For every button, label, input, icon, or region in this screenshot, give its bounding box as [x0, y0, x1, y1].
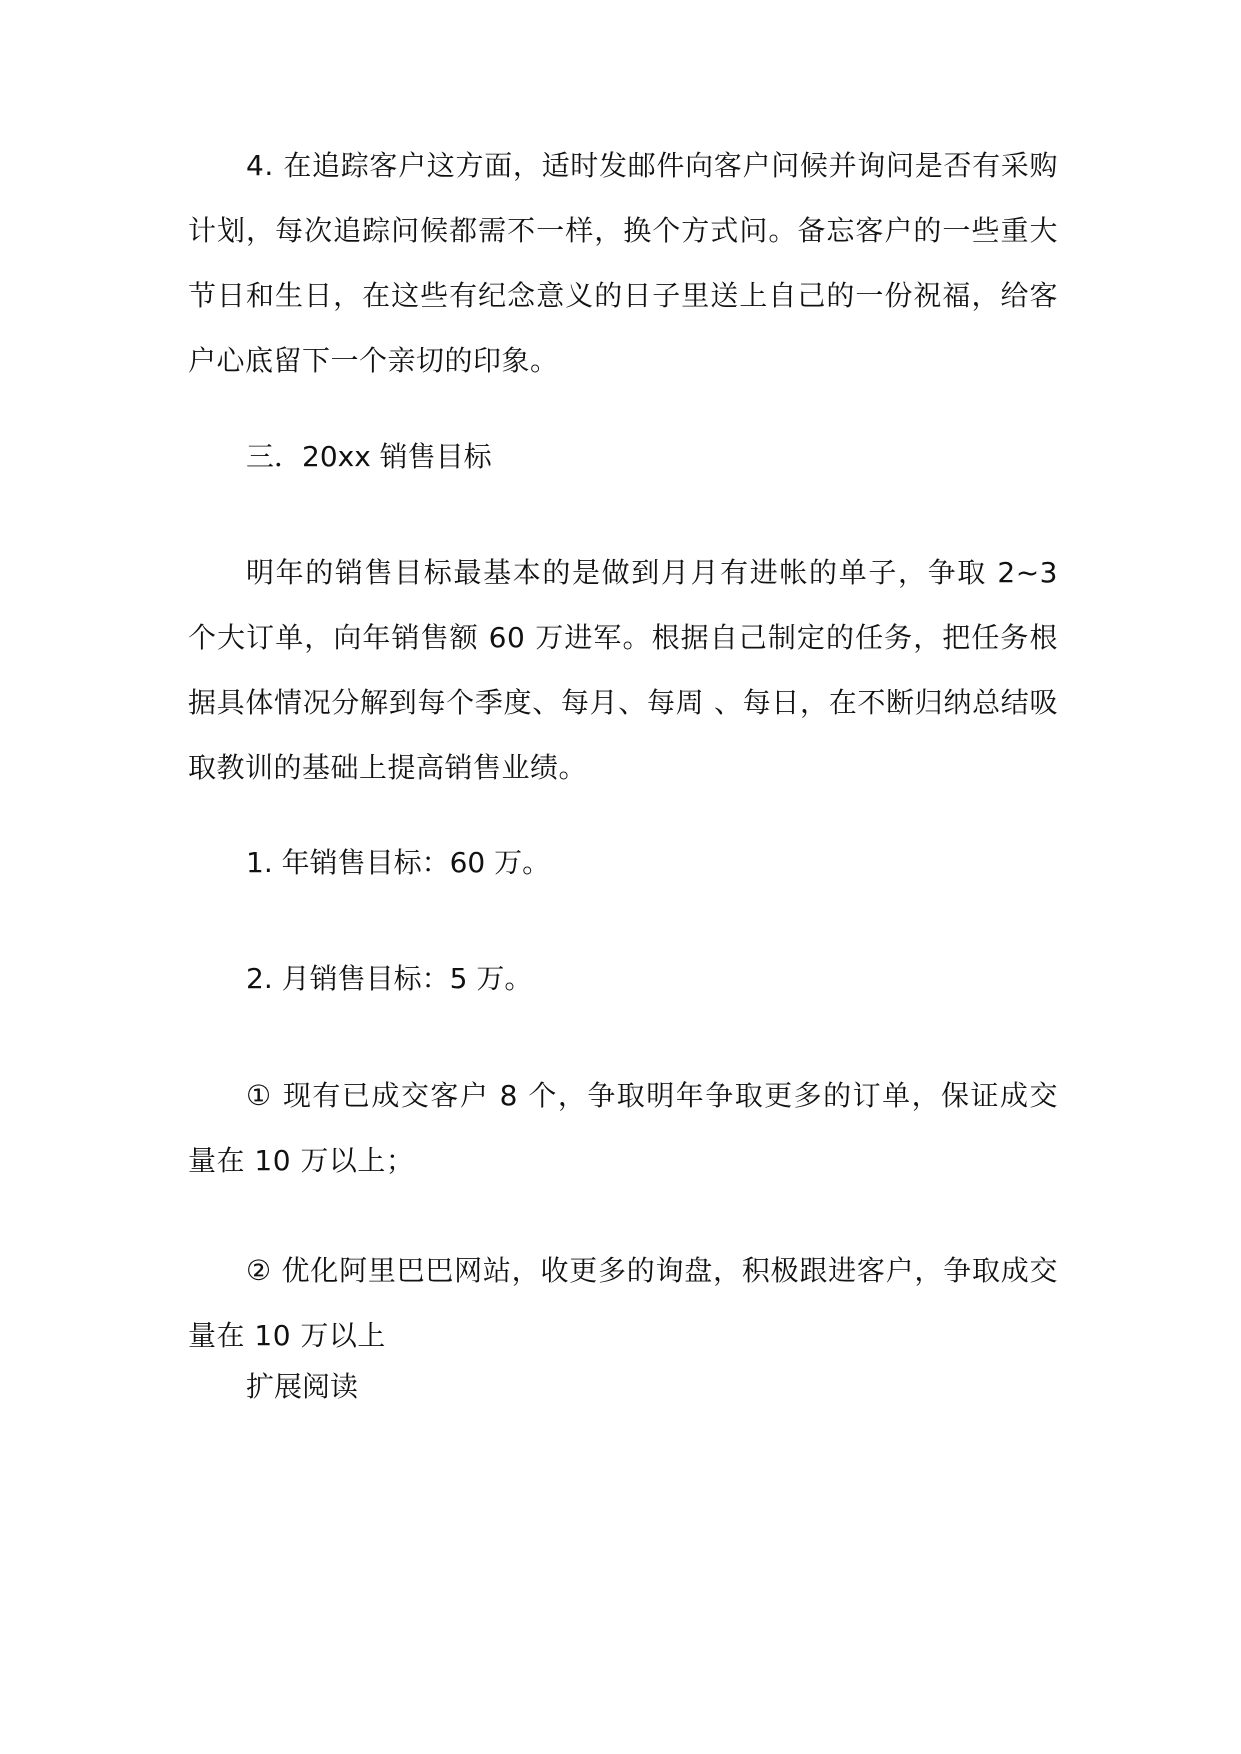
extended-reading-label: 扩展阅读: [246, 1370, 359, 1403]
sub-item-existing-customers: ① 现有已成交客户 8 个，争取明年争取更多的订单，保证成交量在 10 万以上；: [188, 1079, 1058, 1177]
paragraph-customer-tracking: 4. 在追踪客户这方面，适时发邮件向客户问候并询问是否有采购计划，每次追踪问候都需不一样，换个方式问。备忘客户的一些重大节日和生日，在这些有纪念意义的日子里送上自己的一份祝福，给客户心底留下一个亲切的印象。: [188, 149, 1058, 377]
list-item-monthly-target: 2. 月销售目标：5 万。: [246, 962, 533, 995]
list-item-annual-target: 1. 年销售目标：60 万。: [246, 846, 551, 879]
paragraph-sales-goal: 明年的销售目标最基本的是做到月月有进帐的单子，争取 2~3 个大订单，向年销售额 60 万进军。根据自己制定的任务，把任务根据具体情况分解到每个季度、每月、每周 、每日，在不断归纳总结吸取教训的基础上提高销售业绩。: [188, 556, 1058, 784]
sub-item-alibaba-optimization: ② 优化阿里巴巴网站，收更多的询盘，积极跟进客户，争取成交量在 10 万以上: [188, 1254, 1058, 1352]
section-heading-sales-target: 三．20xx 销售目标: [246, 440, 492, 473]
